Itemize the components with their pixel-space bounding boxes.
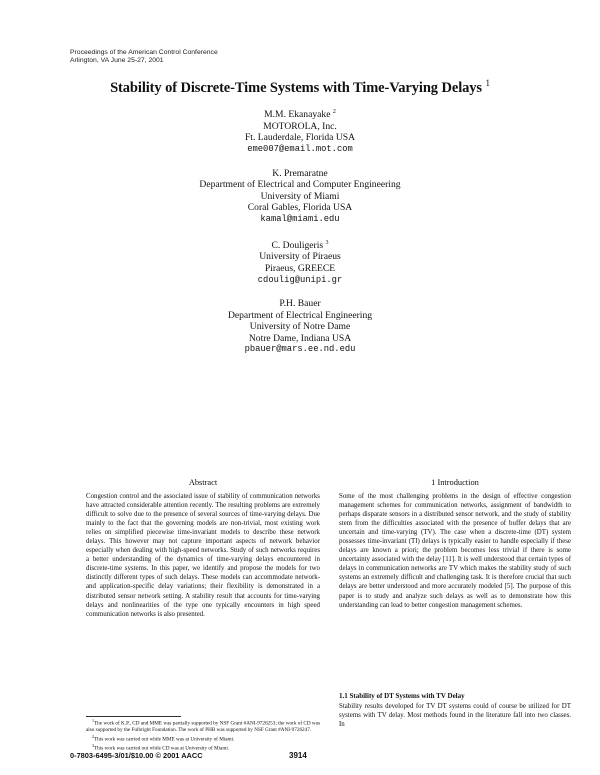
introduction-heading: 1 Introduction: [431, 478, 479, 487]
paper-title-text: Stability of Discrete-Time Systems with Time-Varying Delays: [110, 79, 482, 96]
author-email: cdoulig@unipi.gr: [257, 274, 343, 285]
subsection-heading: 1.1 Stability of DT Systems with TV Delay: [339, 692, 465, 700]
author-university: University of Miami: [260, 190, 340, 202]
author-name: P.H. Bauer: [279, 298, 321, 310]
author-location: Piraeus, GREECE: [264, 262, 336, 274]
author-4: [0, 298, 600, 356]
proceedings-header: [70, 49, 218, 65]
author-affiliation: MOTOROLA, Inc.: [263, 120, 337, 132]
footnote-mark: 3: [92, 743, 94, 749]
footnote-mark: 1: [92, 718, 94, 723]
author-name: K. Premaratne: [272, 167, 328, 179]
page-number: 3914: [289, 751, 307, 760]
author-location: Notre Dame, Indiana USA: [248, 332, 352, 344]
author-affiliation: Department of Electrical Engineering: [227, 309, 373, 321]
author-name: C. Douligeris: [271, 239, 324, 251]
author-2: [0, 168, 600, 226]
footnote: [86, 718, 320, 734]
footnote-divider: [86, 716, 181, 717]
footnote-text: This work was carried out while MME was at University of Miami.: [94, 736, 235, 743]
author-3: [0, 238, 600, 287]
author-email: eme007@email.mot.com: [247, 143, 353, 154]
author-email: kamal@miami.edu: [260, 213, 340, 224]
paper-title: [0, 78, 600, 97]
author-location: Coral Gables, Florida USA: [247, 202, 353, 214]
footnote-text: The work of K.P., CD and MME was partially supported by NSF Grant #ANI-9726253; the work of CD was also supported by the Fulbright Foundation. The work of PHB was supported by NSF Grant #ANI-9726247.: [86, 720, 320, 734]
author-block: [0, 107, 600, 368]
isbn-copyright: 0-7803-6495-3/01/$10.00 © 2001 AACC: [70, 751, 203, 760]
author-location: Ft. Lauderdale, Florida USA: [244, 132, 356, 144]
title-footnote-mark: 1: [485, 78, 490, 88]
subsection-body: Stability results developed for TV DT systems could of course be utilized for DT systems with TV delay. Most methods found in the literature fall into two classes. In: [339, 703, 571, 729]
abstract-body: Congestion control and the associated issue of stability of communication networks have attracted considerable attention recently. The resulting problems are extremely difficult to solve due to the presence of several sources of time-varying delays. Due mainly to the fact that the governing models are non-trivial, most existing work relies on simplified piecewise time-invariant models to describe these network delays. This however may not capture important aspects of network behavior especially when dealing with high-speed networks. Study of such networks requires a better understanding of the dynamics of time-varying delays encountered in discrete-time systems. In this paper, we identify and propose the models for two distinctly different types of such delays. These models can accommodate network- and application-specific delay variations; their flexibility is demonstrated in a distributed sensor network setting. A stability result that accounts for time-varying delays and nonlinearities of the type one typically encounters in high speed communication networks is also presented.: [86, 493, 320, 618]
proceedings-location: Arlington, VA June 25-27, 2001: [70, 57, 164, 64]
author-1: [0, 107, 600, 156]
author-university: University of Notre Dame: [249, 321, 351, 333]
abstract-heading: Abstract: [188, 478, 218, 487]
footnotes: [86, 718, 320, 753]
footnote-text: This work was carried out while CD was at University of Miami.: [94, 745, 230, 752]
introduction-body: Some of the most challenging problems in the design of effective congestion management schemes for communication networks, assignment of bandwidth to perhaps disparate sensors in a distributed sensor network, and the study of stability stem from the difficulties associated with the presence of buffer delays that are uncertain and time-varying (TV). The case when a discrete-time (DT) system possesses time-invariant (TI) delays is typically easier to handle especially if these delays are known a priori; the problem becomes less trivial if there is some uncertainty associated with the delay [11]. It is well understood that certain types of delays in communication networks are TV which makes the stability study of such systems an extremely difficult and challenging task. It is therefore crucial that such delays are better understood and more accurately modeled [5]. The purpose of this paper is to study and analyze such delays as well as to demonstrate how this understanding can lead to better congestion management schemes.: [339, 493, 571, 609]
author-name: M.M. Ekanayake: [264, 109, 331, 121]
footnote: [86, 734, 320, 743]
author-affiliation: University of Piraeus: [259, 251, 341, 263]
author-email: pbauer@mars.ee.nd.edu: [244, 344, 356, 355]
author-footnote-mark: 3: [325, 239, 329, 246]
proceedings-name: Proceedings of the American Control Conference: [70, 49, 218, 56]
author-footnote-mark: 2: [332, 109, 336, 115]
footnote-mark: 2: [92, 733, 94, 739]
author-affiliation: Department of Electrical and Computer Engineering: [199, 179, 401, 191]
